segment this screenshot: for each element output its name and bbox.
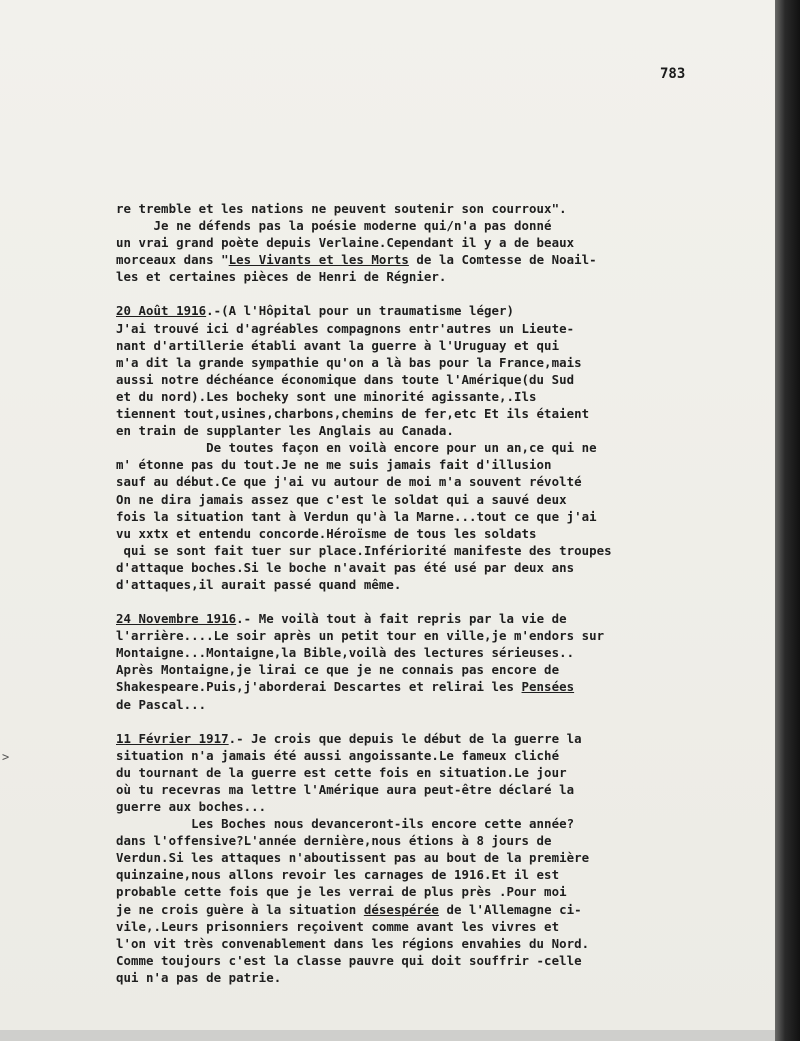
text-line xyxy=(116,337,775,354)
text-run: un vrai grand poète depuis Verlaine.Cependant il y a de beaux xyxy=(116,235,575,251)
text-line xyxy=(116,661,775,678)
text-run: Verdun.Si les attaques n'aboutissent pas au bout de la première xyxy=(116,850,590,866)
text-run: du tournant de la guerre est cette fois en situation.Le jour xyxy=(116,764,567,780)
paragraph-gap xyxy=(116,593,775,610)
text-run: probable cette fois que je les verrai de plus près .Pour moi xyxy=(116,884,567,900)
underlined-text: Pensées xyxy=(521,679,575,695)
text-line xyxy=(116,678,775,695)
text-run: Je ne défends pas la poésie moderne qui/n'a pas donné xyxy=(116,218,552,234)
text-line xyxy=(116,371,775,388)
text-run: Shakespeare.Puis,j'aborderai Descartes et relirai les xyxy=(116,679,522,695)
scan-bottom-edge xyxy=(0,1030,775,1041)
text-line xyxy=(116,627,775,644)
text-run: où tu recevras ma lettre l'Amérique aura peut-être déclaré la xyxy=(116,781,575,797)
text-line xyxy=(116,251,775,268)
text-run: m' étonne pas du tout.Je ne me suis jamais fait d'illusion xyxy=(116,457,552,473)
text-line xyxy=(116,405,775,422)
text-run: nant d'artillerie établi avant la guerre à l'Uruguay et qui xyxy=(116,337,560,353)
text-line xyxy=(116,610,775,627)
text-line xyxy=(116,542,775,559)
text-line xyxy=(116,456,775,473)
text-line xyxy=(116,935,775,952)
text-run: qui n'a pas de patrie. xyxy=(116,969,282,985)
text-line xyxy=(116,217,775,234)
text-run: vu xxtx et entendu concorde.Héroïsme de tous les soldats xyxy=(116,525,537,541)
text-run: Les Boches nous devanceront-ils encore cette année? xyxy=(116,816,575,832)
text-run: dans l'offensive?L'année dernière,nous étions à 8 jours de xyxy=(116,833,552,849)
text-run: aussi notre déchéance économique dans toute l'Amérique(du Sud xyxy=(116,371,575,387)
text-line xyxy=(116,883,775,900)
text-line xyxy=(116,696,775,713)
text-line xyxy=(116,918,775,935)
text-run: re tremble et les nations ne peuvent soutenir son courroux". xyxy=(116,201,567,216)
text-run: l'arrière....Le soir après un petit tour en ville,je m'endors sur xyxy=(116,628,605,644)
text-line xyxy=(116,559,775,576)
text-line xyxy=(116,422,775,439)
text-line xyxy=(116,354,775,371)
text-line xyxy=(116,388,775,405)
text-line xyxy=(116,525,775,542)
text-line xyxy=(116,815,775,832)
text-line xyxy=(116,781,775,798)
text-line xyxy=(116,234,775,251)
text-line xyxy=(116,901,775,918)
text-line xyxy=(116,730,775,747)
text-run: et du nord).Les bocheky sont une minorité agissante,.Ils xyxy=(116,388,537,404)
page-number: 783 xyxy=(660,66,686,82)
text-line xyxy=(116,798,775,815)
paragraph-gap xyxy=(116,713,775,730)
text-run: d'attaques,il aurait passé quand même. xyxy=(116,576,402,592)
margin-mark: > xyxy=(2,750,10,764)
underlined-text: désespérée xyxy=(363,901,439,917)
text-line xyxy=(116,832,775,849)
text-run: De toutes façon en voilà encore pour un an,ce qui ne xyxy=(116,440,597,456)
text-line xyxy=(116,576,775,593)
text-run: quinzaine,nous allons revoir les carnages de 1916.Et il est xyxy=(116,867,560,883)
text-run: .- Je crois que depuis le début de la guerre la xyxy=(228,730,582,746)
text-run: J'ai trouvé ici d'agréables compagnons entr'autres un Lieute- xyxy=(116,320,575,336)
text-line xyxy=(116,849,775,866)
text-run: qui se sont fait tuer sur place.Infériorité manifeste des troupes xyxy=(116,542,612,558)
text-run: d'attaque boches.Si le boche n'avait pas été usé par deux ans xyxy=(116,559,575,575)
text-run: l'on vit très convenablement dans les régions envahies du Nord. xyxy=(116,935,590,951)
text-line xyxy=(116,952,775,969)
text-run: .-(A l'Hôpital pour un traumatisme léger) xyxy=(206,303,515,319)
text-run: Comme toujours c'est la classe pauvre qui doit souffrir -celle xyxy=(116,952,582,968)
text-run: situation n'a jamais été aussi angoissante.Le fameux cliché xyxy=(116,747,560,763)
letter-body xyxy=(116,200,775,986)
text-run: de la Comtesse de Noail- xyxy=(408,252,597,268)
text-line xyxy=(116,473,775,490)
text-line xyxy=(116,969,775,986)
text-line xyxy=(116,200,775,217)
text-run: Montaigne...Montaigne,la Bible,voilà des lectures sérieuses.. xyxy=(116,645,575,661)
text-run: Après Montaigne,je lirai ce que je ne connais pas encore de xyxy=(116,662,560,678)
text-line xyxy=(116,644,775,661)
underlined-text: 20 Août 1916 xyxy=(116,303,207,319)
text-run: sauf au début.Ce que j'ai vu autour de moi m'a souvent révolté xyxy=(116,474,582,490)
text-run: tiennent tout,usines,charbons,chemins de fer,etc Et ils étaient xyxy=(116,406,590,422)
text-run: m'a dit la grande sympathie qu'on a là bas pour la France,mais xyxy=(116,354,582,370)
text-run: de l'Allemagne ci- xyxy=(438,901,582,917)
text-line xyxy=(116,866,775,883)
text-line xyxy=(116,320,775,337)
underlined-text: 24 Novembre 1916 xyxy=(116,611,237,627)
text-run: en train de supplanter les Anglais au Canada. xyxy=(116,423,454,439)
text-run: je ne crois guère à la situation xyxy=(116,901,364,917)
text-line xyxy=(116,491,775,508)
text-run: guerre aux boches... xyxy=(116,799,267,814)
text-run: les et certaines pièces de Henri de Régnier. xyxy=(116,269,447,285)
text-line xyxy=(116,764,775,781)
text-line xyxy=(116,439,775,456)
text-run: fois la situation tant à Verdun qu'à la Marne...tout ce que j'ai xyxy=(116,508,597,524)
text-line xyxy=(116,268,775,285)
underlined-text: Les Vivants et les Morts xyxy=(228,252,409,268)
paragraph-gap xyxy=(116,285,775,302)
underlined-text: 11 Février 1917 xyxy=(116,730,229,746)
text-run: morceaux dans " xyxy=(116,252,229,268)
text-line xyxy=(116,508,775,525)
text-line xyxy=(116,747,775,764)
text-run: vile,.Leurs prisonniers reçoivent comme avant les vivres et xyxy=(116,918,560,934)
scan-edge-shadow xyxy=(775,0,800,1041)
text-run: de Pascal... xyxy=(116,696,207,712)
text-run: On ne dira jamais assez que c'est le soldat qui a sauvé deux xyxy=(116,491,567,507)
text-run: .- Me voilà tout à fait repris par la vie de xyxy=(236,611,567,627)
text-line xyxy=(116,302,775,319)
